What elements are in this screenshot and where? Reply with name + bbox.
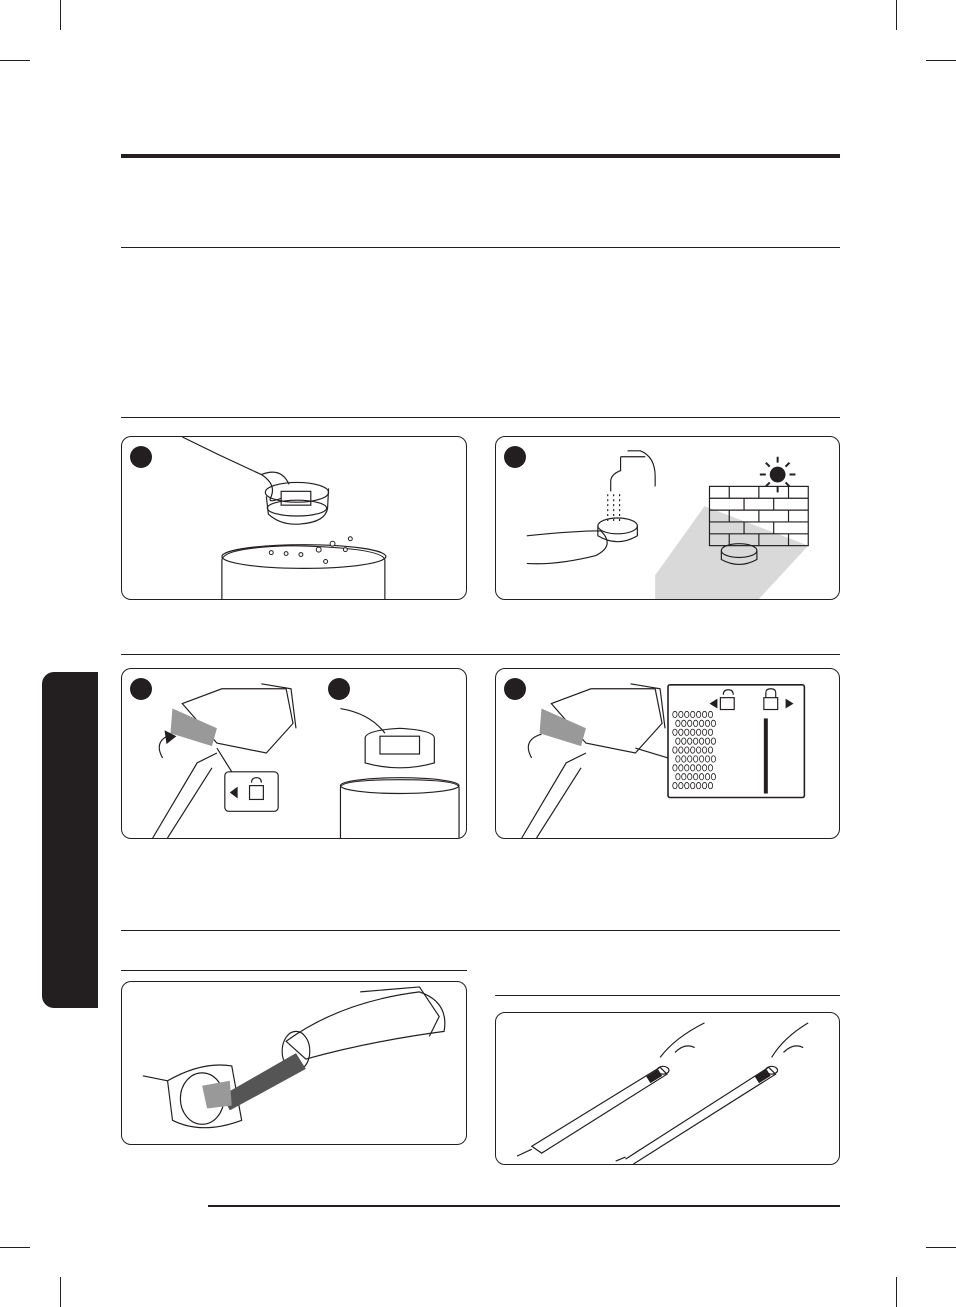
filter-mesh-dot bbox=[708, 747, 712, 753]
pipe-release-illustration bbox=[496, 1013, 839, 1164]
filter-mesh-dot bbox=[682, 738, 686, 744]
filter-mesh-dot bbox=[688, 720, 692, 726]
crop-mark bbox=[926, 1247, 956, 1248]
filter-mesh-dot bbox=[679, 729, 683, 735]
filter-mesh-dot bbox=[702, 782, 706, 788]
filter-mesh-dot bbox=[702, 747, 706, 753]
crop-mark bbox=[0, 60, 30, 61]
footer-rule bbox=[208, 1205, 840, 1207]
crop-mark bbox=[0, 1247, 30, 1248]
filter-mesh-dot bbox=[696, 711, 700, 717]
filter-mesh-dot bbox=[711, 720, 715, 726]
subsection-divider bbox=[121, 970, 467, 971]
figure-pipe-release bbox=[495, 1012, 840, 1165]
filter-mesh-dot bbox=[711, 774, 715, 780]
filter-mesh-dot bbox=[699, 774, 703, 780]
vacuum-brush-illustration bbox=[122, 982, 466, 1144]
chapter-side-tab bbox=[42, 672, 98, 1008]
filter-mesh-dot bbox=[711, 738, 715, 744]
filter-mesh-dot bbox=[699, 756, 703, 762]
filter-mesh-dot bbox=[676, 738, 680, 744]
crop-mark bbox=[926, 60, 956, 61]
filter-mesh-dot bbox=[691, 765, 695, 771]
section-divider bbox=[121, 247, 840, 248]
filter-mesh-dot bbox=[673, 747, 677, 753]
filter-mesh-dot bbox=[691, 711, 695, 717]
filter-mesh-dot bbox=[688, 756, 692, 762]
filter-mesh-dot bbox=[685, 729, 689, 735]
filter-mesh-dot bbox=[676, 720, 680, 726]
filter-mesh-dot bbox=[696, 729, 700, 735]
filter-mesh-dot bbox=[696, 747, 700, 753]
subsection-divider bbox=[495, 995, 840, 996]
crop-mark bbox=[896, 0, 897, 30]
step-3-badge bbox=[504, 678, 526, 700]
crop-mark bbox=[60, 0, 61, 30]
filter-mesh-dot bbox=[705, 720, 709, 726]
step-1-badge bbox=[130, 446, 152, 468]
filter-mesh-dot bbox=[708, 711, 712, 717]
filter-mesh-dot bbox=[688, 774, 692, 780]
filter-mesh-dot bbox=[705, 756, 709, 762]
filter-mesh-dot bbox=[673, 782, 677, 788]
filter-mesh-dot bbox=[702, 765, 706, 771]
filter-mesh-dot bbox=[688, 738, 692, 744]
filter-mesh-dot bbox=[693, 774, 697, 780]
figure-empty-filter bbox=[121, 436, 467, 600]
faucet-sun-illustration bbox=[496, 437, 839, 599]
unlock-dustbin-illustration bbox=[122, 669, 466, 838]
filter-mesh-dot bbox=[693, 756, 697, 762]
filter-mesh-dot bbox=[699, 720, 703, 726]
filter-mesh-dot bbox=[702, 729, 706, 735]
step-1-badge bbox=[130, 678, 152, 700]
filter-mesh-dot bbox=[682, 720, 686, 726]
filter-mesh-dot bbox=[673, 711, 677, 717]
crop-mark bbox=[60, 1277, 61, 1307]
step-2-badge bbox=[504, 446, 526, 468]
filter-mesh-dot bbox=[691, 729, 695, 735]
hand-filter-bin-illustration bbox=[122, 437, 466, 599]
figure-lock-attach bbox=[495, 668, 840, 839]
section-divider bbox=[121, 417, 840, 418]
lock-dustbin-illustration bbox=[496, 669, 839, 838]
filter-mesh-dot bbox=[702, 711, 706, 717]
filter-mesh-dot bbox=[679, 765, 683, 771]
filter-mesh-dot bbox=[708, 782, 712, 788]
filter-mesh-dot bbox=[679, 782, 683, 788]
filter-mesh-dot bbox=[673, 765, 677, 771]
filter-mesh-dot bbox=[696, 782, 700, 788]
filter-mesh-dot bbox=[691, 747, 695, 753]
crop-mark bbox=[896, 1277, 897, 1307]
filter-mesh-dot bbox=[708, 729, 712, 735]
filter-mesh-dot bbox=[682, 774, 686, 780]
filter-mesh-dot bbox=[673, 729, 677, 735]
filter-mesh-dot bbox=[711, 756, 715, 762]
filter-mesh-dot bbox=[708, 765, 712, 771]
filter-mesh-dot bbox=[685, 711, 689, 717]
filter-mesh-dot bbox=[705, 738, 709, 744]
section-divider bbox=[121, 930, 840, 931]
filter-mesh-dot bbox=[676, 774, 680, 780]
filter-mesh-dot bbox=[696, 765, 700, 771]
filter-mesh-dot bbox=[682, 756, 686, 762]
filter-mesh-dot bbox=[685, 765, 689, 771]
section-divider bbox=[121, 654, 840, 655]
filter-mesh-dot bbox=[705, 774, 709, 780]
filter-mesh-dot bbox=[693, 720, 697, 726]
filter-mesh-dot bbox=[699, 738, 703, 744]
figure-brush-attach bbox=[121, 981, 467, 1145]
header-rule bbox=[121, 154, 840, 158]
filter-mesh-dot bbox=[679, 711, 683, 717]
step-2-badge bbox=[328, 678, 350, 700]
filter-mesh-dot bbox=[693, 738, 697, 744]
figure-wash-dry bbox=[495, 436, 840, 600]
filter-mesh-dot bbox=[676, 756, 680, 762]
filter-mesh-dot bbox=[685, 782, 689, 788]
filter-mesh-dot bbox=[679, 747, 683, 753]
filter-mesh-dot bbox=[691, 782, 695, 788]
figure-unlock-remove bbox=[121, 668, 467, 839]
filter-mesh-dot bbox=[685, 747, 689, 753]
